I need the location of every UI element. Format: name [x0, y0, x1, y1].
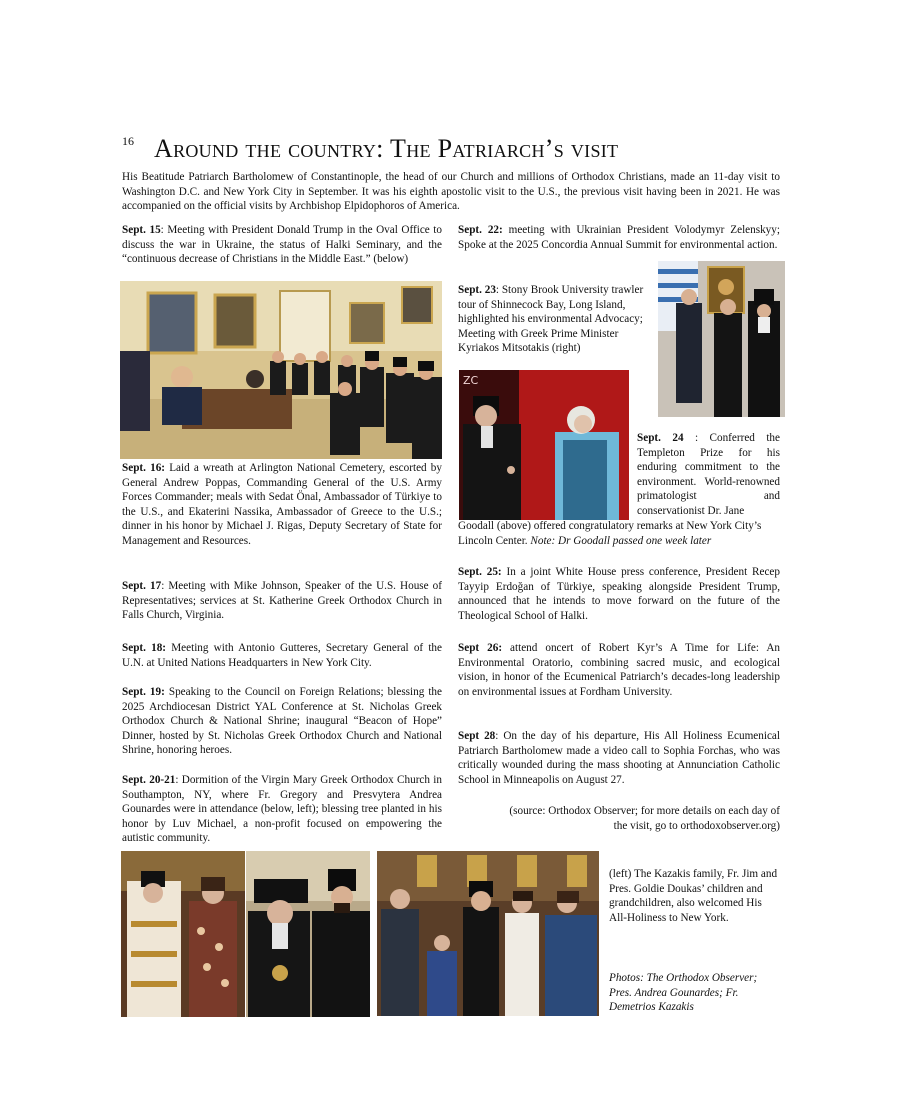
oval-office-photo — [120, 281, 442, 459]
kazakis-caption: (left) The Kazakis family, Fr. Jim and Pres. Goldie Doukas’ children and grandchildren, also welcomed His All-Holiness to New York. — [609, 868, 778, 924]
intro-paragraph: His Beatitude Patriarch Bartholomew of Constantinople, the head of our Church and millions of Orthodox Christians, made an 11-day visit to Washington D.C. and New York City in September. It was his eighth apostolic visit to the U.S., the previous visit having been in 2021. He was accompanied on the official visits by Archbishop Elpidophoros of America. — [122, 171, 780, 213]
entry-date: Sept. 16: — [122, 462, 166, 474]
entry-text: Laid a wreath at Arlington National Cemetery, escorted by General Andrew Poppas, Commanding General of the U.S. Army Forces Commander; meals with Sedat Önal, Ambassador of Türkiye to the U.S., and Ekaterini Nassika, Ambassador of Greece to the U.S.; dinner in his honor by Michael J. Rigas, Deputy Secretary of State for Management and Resources. — [122, 462, 442, 547]
entry-date: Sept. 24 — [637, 432, 684, 444]
photo-credits: Photos: The Orthodox Observer; Pres. Andrea Gounardes; Fr. Demetrios Kazakis — [609, 972, 758, 1014]
entry-date: Sept. 15 — [122, 224, 161, 236]
entry-sept-17 — [122, 579, 442, 623]
source-line-2: the visit, go to orthodoxobserver.org) — [613, 819, 780, 832]
entry-date: Sept. 18: — [122, 642, 167, 654]
templeton-prize-photo — [459, 370, 629, 520]
entry-text: Meeting with Antonio Gutteres, Secretary General of the U.N. at United Nations Headquarters in New York City. — [122, 642, 442, 669]
entry-sept-28 — [458, 729, 780, 787]
entry-text: attend oncert of Robert Kyr’s A Time for Life: An Environmental Oratorio, combining sacred music, and ecological vision, in honor of the Ecumenical Patriarch’s decades-long leadership on environmental issues at Fordham University. — [458, 642, 780, 698]
entry-text: In a joint White House press conference, President Recep Tayyip Erdoğan of Türkiye, speaking alongside President Trump, announced that he intends to move forward on the future of the Theological School of Halki. — [458, 566, 780, 622]
entry-sept-18 — [122, 641, 442, 670]
mitsotakis-meeting-photo — [658, 261, 785, 417]
entry-sept-20-21 — [122, 773, 442, 846]
entry-sept-23 — [458, 283, 652, 356]
page-title: Around the country: The Patriarch’s visit — [154, 134, 619, 163]
entry-date: Sept. 19: — [122, 686, 165, 698]
kazakis-family-photo — [377, 851, 599, 1016]
source-note — [458, 804, 780, 833]
entry-sept-25 — [458, 565, 780, 623]
entry-text: : Meeting with President Donald Trump in the Oval Office to discuss the war in Ukraine, the status of Halki Seminary, and the “continuous decrease of Christians in the Middle East.” (below) — [122, 224, 443, 266]
entry-date: Sept. 22: — [458, 224, 503, 236]
entry-date: Sept 28 — [458, 730, 496, 742]
entry-date: Sept. 23 — [458, 284, 496, 296]
entry-note: Note: Dr Goodall passed one week later — [530, 534, 712, 547]
entry-sept-24-continued — [458, 519, 780, 548]
entry-date: Sept. 20-21 — [122, 774, 176, 786]
entry-sept-15 — [122, 223, 442, 267]
entry-text: meeting with Ukrainian President Volodymyr Zelenskyy; Spoke at the 2025 Concordia Annual Summit for environmental action. — [458, 224, 780, 251]
source-line-1: (source: Orthodox Observer; for more details on each day of — [509, 805, 780, 817]
entry-date: Sept. 17 — [122, 580, 162, 592]
gounardes-photo — [121, 851, 245, 1017]
entry-sept-19 — [122, 685, 442, 758]
entry-text: : Meeting with Mike Johnson, Speaker of the U.S. House of Representatives; services at St. Katherine Greek Orthodox Church in Falls Church, Virginia. — [122, 580, 442, 622]
entry-sept-24 — [637, 431, 780, 519]
entry-date: Sept. 25: — [458, 566, 502, 578]
entry-text: : Stony Brook University trawler tour of Shinnecock Bay, Long Island, highlighted his environmental Advocacy; Meeting with Greek Prime Minister Kyriakos Mitsotakis (right) — [458, 284, 644, 355]
bartholomew-portrait-photo — [246, 851, 370, 1017]
entry-sept-26 — [458, 641, 780, 699]
entry-sept-16 — [122, 461, 442, 549]
entry-date: Sept 26: — [458, 642, 503, 654]
entry-text: : Dormition of the Virgin Mary Greek Orthodox Church in Southampton, NY, where Fr. Gregory and Presvytera Andrea Gounardes were in attendance (below, left); blessing tree planted in his honor by Luv Michael, a non-profit focused on empowering the autistic community. — [122, 774, 442, 845]
photo-backdrop-text: ZC — [463, 374, 479, 387]
entry-text: Goodall (above) offered congratulatory remarks at New York City’s Lincoln Center. — [458, 520, 762, 547]
entry-text: : Conferred the Templeton Prize for his enduring commitment to the environment. World-renowned primatologist and conservationist Dr. Jane — [637, 432, 780, 517]
entry-text: : On the day of his departure, His All Holiness Ecumenical Patriarch Bartholomew made a video call to Sophia Forchas, who was critically wounded during the mass shooting at Annunciation Catholic School in Minneapolis on August 27. — [458, 730, 780, 786]
page-number: 16 — [122, 134, 134, 148]
entry-text: Speaking to the Council on Foreign Relations; blessing the 2025 Archdiocesan District YAL Conference at St. Nicholas Greek Orthodox Church & National Shrine; inaugural “Beacon of Hope” Dinner, hosted by St. Nicholas Greek Orthodox Church and National Shrine, honoring heroes. — [122, 686, 442, 757]
entry-sept-22 — [458, 223, 780, 252]
